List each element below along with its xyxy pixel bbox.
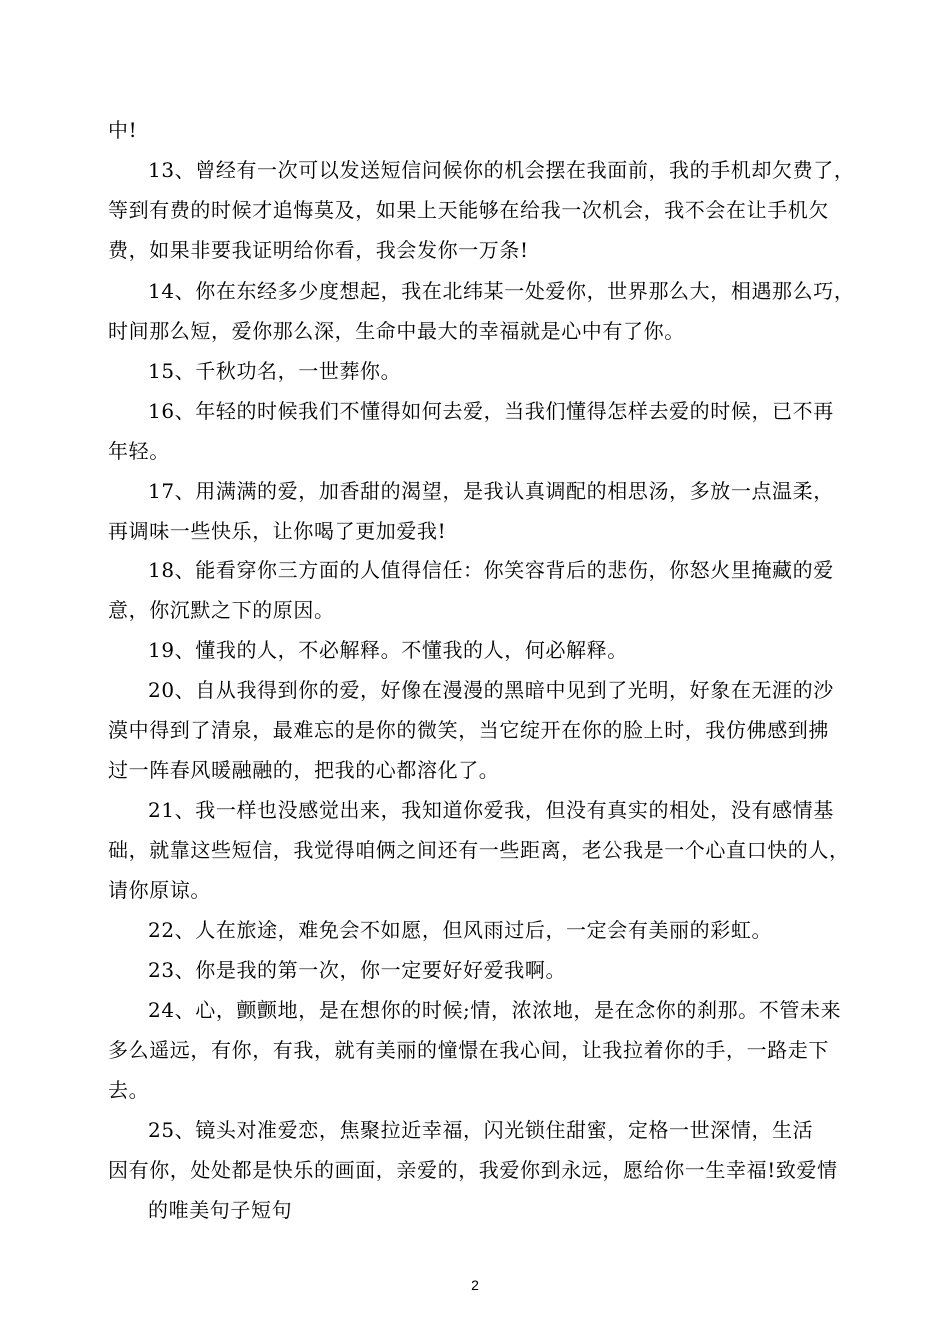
text-line: 14、你在东经多少度想起，我在北纬某一处爱你，世界那么大，相遇那么巧，: [148, 279, 855, 303]
text-line: 年轻。: [108, 439, 170, 463]
text-line: 19、懂我的人，不必解释。不懂我的人，何必解释。: [148, 638, 628, 662]
text-line: 等到有费的时候才追悔莫及，如果上天能够在给我一次机会，我不会在让手机欠: [108, 198, 829, 222]
text-line: 去。: [108, 1078, 150, 1102]
text-line: 16、年轻的时候我们不懂得如何去爱，当我们懂得怎样去爱的时候，已不再: [148, 399, 834, 423]
text-line: 因有你，处处都是快乐的画面，亲爱的，我爱你到永远，愿给你一生幸福!致爱情: [108, 1158, 838, 1182]
text-line: 17、用满满的爱，加香甜的渴望，是我认真调配的相思汤，多放一点温柔，: [148, 479, 834, 503]
text-line: 过一阵春风暖融融的，把我的心都溶化了。: [108, 758, 500, 782]
text-line: 的唯美句子短句: [148, 1198, 293, 1222]
text-line: 24、心，颤颤地，是在想你的时候;情，浓浓地，是在念你的刹那。不管未来: [148, 998, 842, 1022]
page-number: 2: [471, 1277, 479, 1293]
text-line: 时间那么短，爱你那么深，生命中最大的幸福就是心中有了你。: [108, 319, 685, 343]
text-line: 15、千秋功名，一世葬你。: [148, 359, 402, 383]
text-line: 中!: [108, 118, 138, 142]
text-line: 请你原谅。: [108, 878, 211, 902]
text-line: 18、能看穿你三方面的人值得信任：你笑容背后的悲伤，你怒火里掩藏的爱: [148, 558, 834, 582]
text-line: 20、自从我得到你的爱，好像在漫漫的黑暗中见到了光明，好象在无涯的沙: [148, 678, 834, 702]
text-line: 25、镜头对准爱恋，焦聚拉近幸福，闪光锁住甜蜜，定格一世深情，生活: [148, 1118, 814, 1142]
text-line: 础，就靠这些短信，我觉得咱俩之间还有一些距离，老公我是一个心直口快的人，: [108, 838, 850, 862]
text-line: 23、你是我的第一次，你一定要好好爱我啊。: [148, 958, 567, 982]
text-line: 13、曾经有一次可以发送短信问候你的机会摆在我面前，我的手机却欠费了，: [148, 158, 855, 182]
text-line: 意，你沉默之下的原因。: [108, 598, 335, 622]
text-line: 22、人在旅途，难免会不如愿，但风雨过后，一定会有美丽的彩虹。: [148, 918, 773, 942]
text-line: 21、我一样也没感觉出来，我知道你爱我，但没有真实的相处，没有感情基: [148, 798, 834, 822]
text-line: 多么遥远，有你，有我，就有美丽的憧憬在我心间，让我拉着你的手，一路走下: [108, 1038, 829, 1062]
text-line: 再调味一些快乐，让你喝了更加爱我!: [108, 519, 447, 543]
text-line: 漠中得到了清泉，最难忘的是你的微笑，当它绽开在你的脸上时，我仿佛感到拂: [108, 718, 829, 742]
text-line: 费，如果非要我证明给你看，我会发你一万条!: [108, 238, 529, 262]
